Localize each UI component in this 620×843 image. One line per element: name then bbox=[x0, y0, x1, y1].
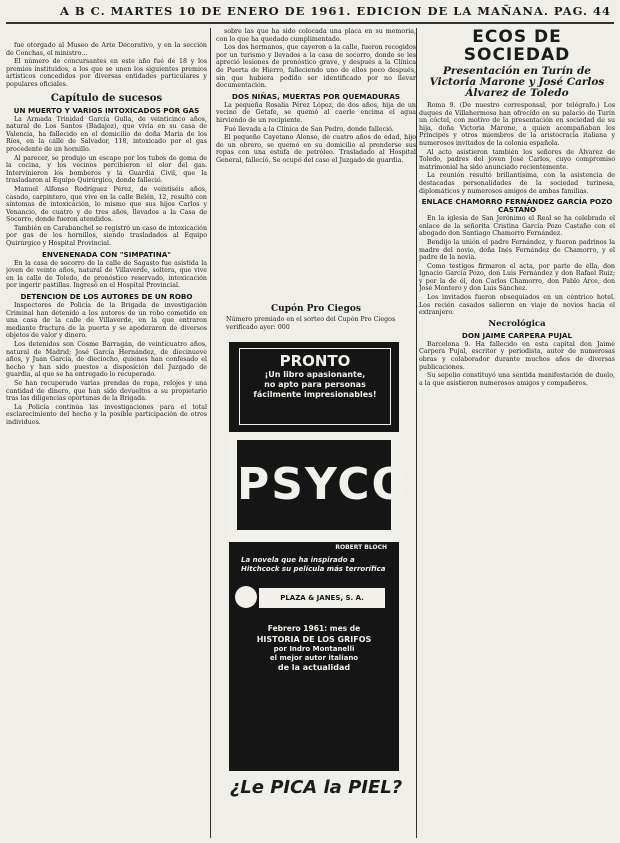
column-divider-1 bbox=[210, 28, 211, 838]
ad-pronto: PRONTO bbox=[279, 352, 351, 370]
story-paragraph: La Armada Trinidad García Gulla, de veinticinco años, natural de Los Santos (Badajoz), que vivía en su casa de Valencia, ha fallecido en el domicilio de doña María de los Ríos, en la calle de Salvador, 118, intoxicado por el gas procedente de un hornillo. bbox=[6, 115, 207, 153]
ad-hist-title: HISTORIA DE LOS GRIFOS bbox=[256, 635, 372, 644]
story-paragraph: Roma 9. (De nuestro corresponsal, por telégrafo.) Los duques de Villahermosa han ofrecido en su palacio de Turín un cóctel, con motivo de la presentación en sociedad de su hija, doña Victoria Marone, a quien acompañaban los Príncipes y otros miembros de la aristocracia italiana y numerosos invitados de la colonia española. bbox=[419, 102, 615, 147]
ad-author: ROBERT BLOCH bbox=[335, 544, 387, 551]
ad-actual: de la actualidad bbox=[277, 663, 351, 672]
ad-pronto-box bbox=[239, 348, 391, 425]
story-paragraph: Al parecer, se produjo un escape por los tubos de goma de la cocina, y los vecinos percibieron el olor del gas. Intervinieron los bomberos y la Guardia Civil, que la trasladaron al Equipo Quirúrgico, donde falleció. bbox=[6, 154, 207, 185]
story-paragraph: Fué llevada a la Clínica de San Pedro, donde falleció. bbox=[224, 125, 394, 133]
page-header: A B C. MARTES 10 DE ENERO DE 1961. EDICION DE LA MAÑANA. PAG. 44 bbox=[60, 4, 611, 18]
column-left bbox=[6, 42, 207, 840]
intro-paragraph: fue otorgado al Museo de Arte Decorativo, y en la sección de Conchas, el ministro... bbox=[6, 42, 207, 57]
story-paragraph: Los invitados fueron obsequiados en un céntrico hotel. Los recién casados salieron en viaje de novios hacia el extranjero. bbox=[419, 294, 615, 317]
story-paragraph: Como testigos firmaron el acta, por parte de ella, don Ignacio García Pozo, don Luis Fernández y don Rafael Ruiz; y por la de él, don Carlos Chamorro, don Pablo Arce, don José Montero y don Luis Sánchez. bbox=[419, 262, 615, 293]
subhead-presentacion: Presentación en Turín de Victoria Marone y José Carlos Álvarez de Toledo bbox=[429, 65, 605, 99]
pica-piel-ad: ¿Le PICA la PIEL? bbox=[229, 777, 403, 798]
story-paragraph: Inspectores de Policía de la Brigada de investigación Criminal han detenido a los autores de un robo cometido en una casa de la calle de Villaverde, en la que entraron mediante fractura de la puerta y se apoderaron de diversos objetos de valor y dinero. bbox=[6, 302, 207, 340]
subhead-necrologica: Necrológica bbox=[488, 318, 546, 329]
ad-line: ¡Un libro apasionante, bbox=[264, 370, 366, 379]
ad-bottom-box bbox=[239, 624, 389, 764]
story-paragraph: Bendijo la unión el padre Fernández, y fueron padrinos la madre del novio, doña Inés Fernández de Chamorro, y el padre de la novia. bbox=[419, 238, 615, 262]
subhead-carpera: DON JAIME CARPERA PUJAL bbox=[461, 330, 573, 340]
column-right bbox=[419, 28, 615, 838]
section-title-sucesos: Capítulo de sucesos bbox=[50, 92, 163, 104]
ad-title: PSYCO bbox=[237, 440, 391, 530]
publisher-logo-icon bbox=[235, 586, 257, 608]
story-paragraph: sobre las que ha sido colocada una placa en su memoria, con lo que ha quedado cumplimentado. bbox=[216, 28, 416, 43]
ad-best: el mejor autor italiano bbox=[269, 654, 359, 662]
cupon-title: Cupón Pro Ciegos bbox=[271, 304, 361, 314]
story-paragraph: La reunión resultó brillantísima, con la asistencia de destacadas personalidades de la sociedad turinesa, diplomáticos y numerosos amigos de ambas familias. bbox=[419, 172, 615, 195]
section-title-ecos: ECOS DE SOCIEDAD bbox=[463, 28, 571, 65]
story-paragraph: Al acto asistieron también los señores de Álvarez de Toledo, padres del joven José Carlos, cuyo compromiso matrimonial ha sido anunciado recientemente. bbox=[419, 148, 615, 171]
header-rule bbox=[6, 22, 614, 24]
story-paragraph: En la casa de socorro de la calle de Sagasto fue asistida la joven de veinte años, natural de Villaverde, soltera, que vive en la calle de Toledo, de pronóstico reservado, intoxicación por ingerir pastillas. Ingresó en el Hospital Provincial. bbox=[6, 259, 207, 290]
ad-line: fácilmente impresionables! bbox=[253, 390, 377, 399]
story-paragraph: Barcelona 9. Ha fallecido en esta capital don Jaime Carpera Pujal, escritor y periodista, autor de numerosas obras y colaborador durante muchos años de diversas publicaciones. bbox=[419, 340, 615, 371]
ad-quote: La novela que ha inspirado a Hitchcock su película más terrorífica bbox=[241, 556, 386, 573]
intro-paragraph: El número de concursantes en este año fué de 18 y los premios instituidos, a los que se unen los siguientes premios artísticos concedidos por diversas entidades particulares y populares oficiales. bbox=[6, 58, 207, 88]
headline-envenenada: ENVENENADA CON "SIMPATINA" bbox=[41, 249, 172, 259]
story-paragraph: Los dos hermanos, que cayeron a la calle, fueron recogidos por un turismo y llevados a la casa de socorro, donde se les apreció lesiones de pronóstico grave, y después a la Clínica de Puerta de Hierro, falleciendo uno de ellos poco después, sin que hubiera podido ser identificado por no llevar documentación. bbox=[216, 44, 416, 90]
ad-date-line: Febrero 1961: mes de bbox=[267, 624, 361, 633]
ad-by: por Indro Montanelli bbox=[273, 645, 355, 653]
story-paragraph: Su sepelio constituyó una sentida manifestación de duelo, a la que asistieron numerosos amigos y compañeros. bbox=[419, 372, 615, 387]
cupon-text: Número premiado en el sorteo del Cupón Pro Ciegos verificado ayer: 000 bbox=[226, 316, 396, 331]
story-paragraph: También en Carabanchel se registró un caso de intoxicación por gas de los hornillos, siendo trasladados al Equipo Quirúrgico y Hospital Provincial. bbox=[6, 224, 207, 248]
subhead-enlace: ENLACE CHAMORRO FERNÁNDEZ GARCÍA POZO CASTAÑO bbox=[421, 197, 613, 215]
headline-intoxicados: UN MUERTO Y VARIOS INTOXICADOS POR GAS bbox=[13, 105, 200, 115]
column-divider-2 bbox=[416, 28, 417, 838]
story-paragraph: La pequeña Rosalía Pérez López, de dos años, hija de un vecino de Getafe, se quemó al caerle encima el agua hirviendo de un recipiente. bbox=[216, 101, 416, 124]
ad-line: no apto para personas bbox=[264, 380, 366, 389]
column-middle bbox=[216, 28, 416, 324]
story-paragraph: Manuel Alfonso Rodríguez Pérez, de veintiséis años, casado, carpintero, que vive en la calle Belén, 12, resultó con síntomas de intoxicación, lo mismo que sus hijos Carlos y Venancio, de cuatro y de tres años, llevados a la Casa de Socorro, donde fueron atendidos. bbox=[6, 185, 207, 224]
headline-quemaduras: DOS NIÑAS, MUERTAS POR QUEMADURAS bbox=[231, 91, 401, 101]
story-paragraph: El pequeño Cayetano Alonso, de cuatro años de edad, hijo de un obrero, se quemó en su domicilio al prenderse sus ropas con una estufa de petróleo. Trasladado al Hospital General, falleció. Se ocupó del caso el Juzgado de guardia. bbox=[216, 134, 416, 164]
story-paragraph: Se han recuperado varias prendas de ropa, relojes y una cantidad de dinero, que han sido devueltos a su propietario tras las diligencias oportunas de la Brigada. bbox=[6, 379, 207, 403]
ad-title-panel bbox=[229, 432, 411, 542]
story-paragraph: La Policía continúa las investigaciones para el total esclarecimiento del hecho y la posible participación de otros individuos. bbox=[6, 403, 207, 426]
ad-publisher: PLAZA & JANES, S. A. bbox=[259, 588, 385, 608]
headline-detencion: DETENCION DE LOS AUTORES DE UN ROBO bbox=[20, 292, 193, 302]
story-paragraph: En la iglesia de San Jerónimo el Real se ha celebrado el enlace de la señorita Cristina García Pozo Castaño con el abogado don Santiago Chamorro Fernández. bbox=[419, 215, 615, 238]
story-paragraph: Los detenidos son Cosme Barragán, de veinticuatro años, natural de Madrid; José García Hernández, de diecinueve años, y Juan García, de dieciocho, quienes han confesado el hecho y han sido puestos a disposición del Juzgado de guardia, al que se ha entregado lo recuperado. bbox=[6, 341, 207, 379]
psyco-advertisement bbox=[229, 342, 411, 771]
